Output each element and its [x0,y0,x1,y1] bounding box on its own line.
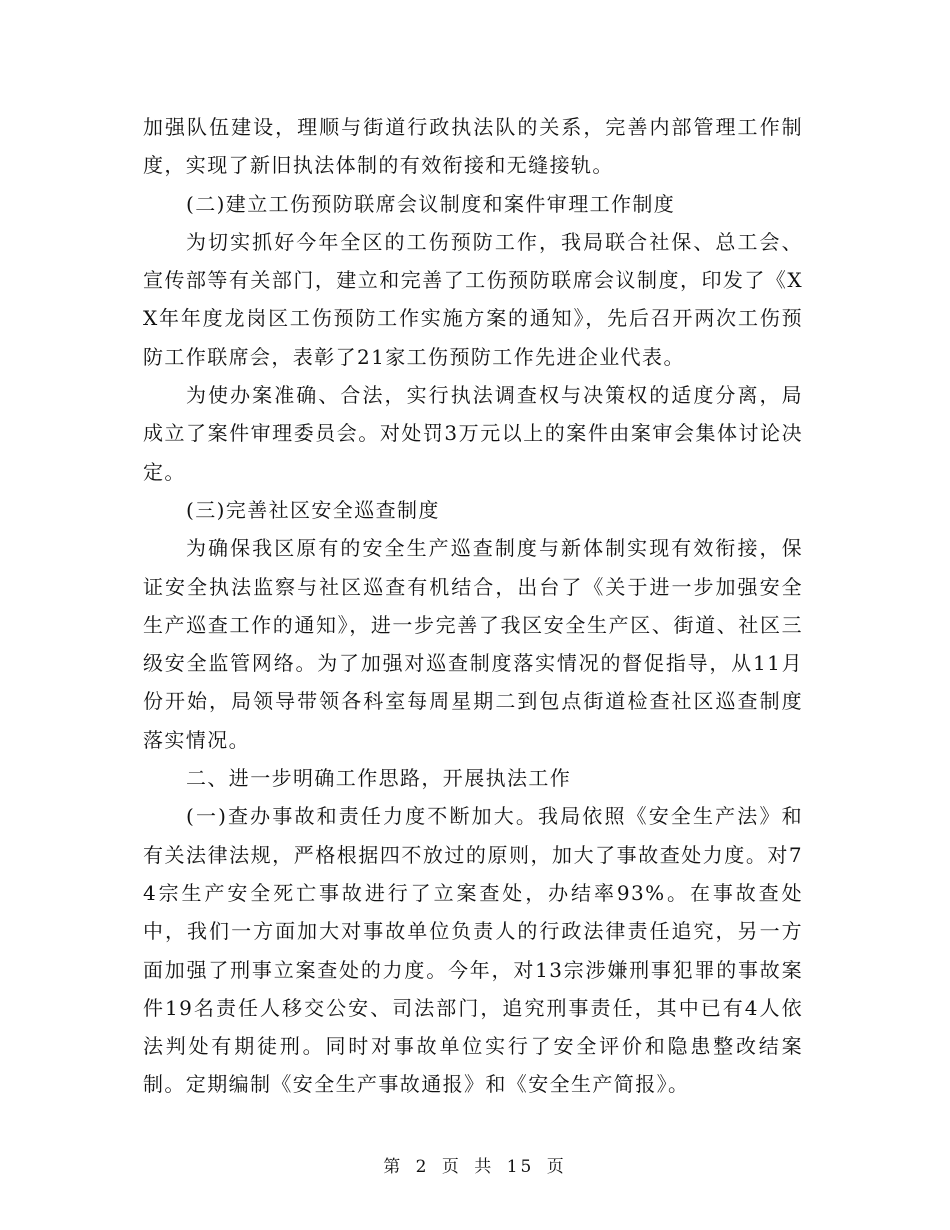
paragraph-1: 加强队伍建设，理顺与街道行政执法队的关系，完善内部管理工作制度，实现了新旧执法体制的有效衔接和无缝接轨。 [143,115,803,178]
paragraph-6: 为确保我区原有的安全生产巡查制度与新体制实现有效衔接，保证安全执法监察与社区巡查有机结合，出台了《关于进一步加强安全生产巡查工作的通知》，进一步完善了我区安全生产区、街道、社区三级安全监管网络。为了加强对巡查制度落实情况的督促指导，从11月份开始，局领导带领各科室每周星期二到包点街道检查社区巡查制度落实情况。 [143,536,803,752]
paragraph-3: 为切实抓好今年全区的工伤预防工作，我局联合社保、总工会、宣传部等有关部门，建立和完善了工伤预防联席会议制度，印发了《XX年年度龙岗区工伤预防工作实施方案的通知》，先后召开两次工伤预防工作联席会，表彰了21家工伤预防工作先进企业代表。 [143,229,803,369]
document-body [143,108,803,1104]
page-number-footer: 第 2 页 共 15 页 [383,1157,567,1177]
section-heading-2: (二)建立工伤预防联席会议制度和案件审理工作制度 [186,191,676,216]
paragraph-4: 为使办案准确、合法，实行执法调查权与决策权的适度分离，局成立了案件审理委员会。对处罚3万元以上的案件由案审会集体讨论决定。 [143,383,803,484]
chapter-heading-2: 二、进一步明确工作思路，开展执法工作 [186,766,572,791]
section-heading-3: (三)完善社区安全巡查制度 [186,497,440,522]
paragraph-8: (一)查办事故和责任力度不断加大。我局依照《安全生产法》和有关法律法规，严格根据四不放过的原则，加大了事故查处力度。对74宗生产安全死亡事故进行了立案查处，办结率93%。在事故查处中，我们一方面加大对事故单位负责人的行政法律责任追究，另一方面加强了刑事立案查处的力度。今年，对13宗涉嫌刑事犯罪的事故案件19名责任人移交公安、司法部门，追究刑事责任，其中已有4人依法判处有期徒刑。同时对事故单位实行了安全评价和隐患整改结案制。定期编制《安全生产事故通报》和《安全生产简报》。 [143,804,803,1097]
